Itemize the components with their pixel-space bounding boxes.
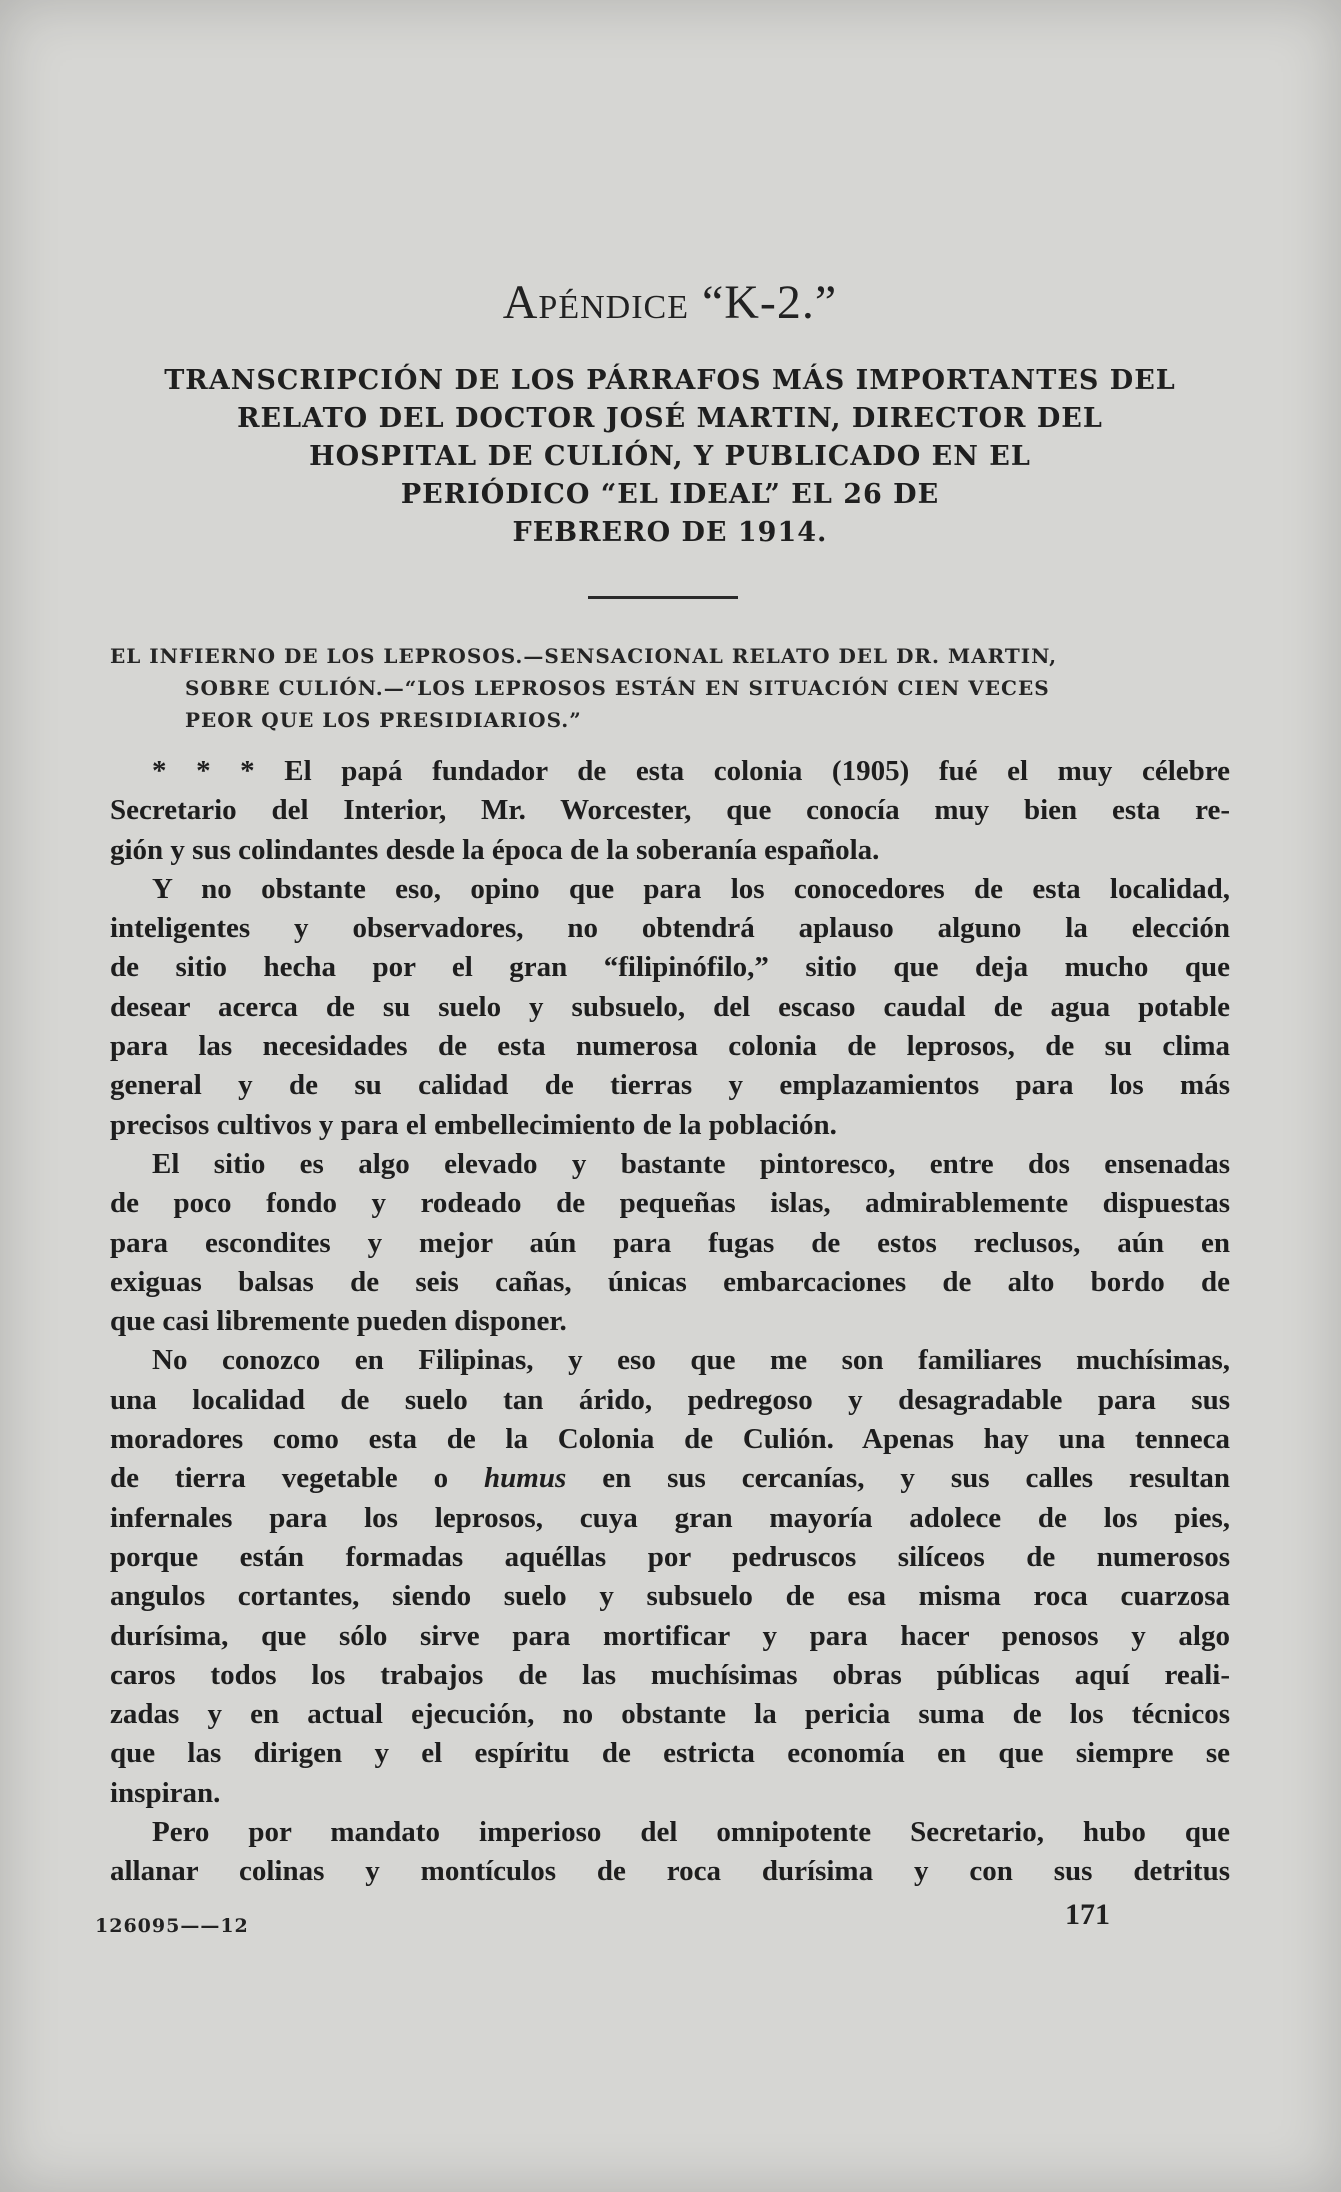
body-line: que casi libremente pueden disponer. — [110, 1305, 567, 1338]
body-line-start: de tierra vegetable o — [110, 1462, 449, 1495]
body-line: zadas y en actual ejecución, no obstante la pericia suma de los técnicos — [110, 1698, 1230, 1731]
article-subheading — [110, 640, 1230, 736]
heading-line: FEBRERO DE 1914. — [512, 517, 828, 548]
body-line: * * * El papá fundador de esta colonia (1905) fué el muy célebre — [152, 755, 1230, 787]
body-line: infernales para los leprosos, cuya gran mayoría adolece de los pies, — [110, 1501, 1230, 1534]
subheading-line: EL INFIERNO DE LOS LEPROSOS.—SENSACIONAL RELATO DEL DR. MARTIN, — [110, 644, 1058, 668]
body-line: allanar colinas y montículos de roca durísima y con sus detritus — [110, 1855, 1230, 1888]
body-line: de sitio hecha por el gran “filipinófilo,” sitio que deja mucho que — [110, 951, 1230, 984]
subheading-line: SOBRE CULIÓN.—“LOS LEPROSOS ESTÁN EN SITUACIÓN CIEN VECES — [185, 676, 1050, 700]
body-line: una localidad de suelo tan árido, pedregoso y desagradable para sus — [110, 1383, 1230, 1416]
body-line: que las dirigen y el espíritu de estricta economía en que siempre se — [110, 1737, 1230, 1770]
body-line: No conozco en Filipinas, y eso que me son familiares muchísimas, — [152, 1344, 1230, 1377]
body-line: para las necesidades de esta numerosa colonia de leprosos, de su clima — [110, 1030, 1230, 1063]
body-line: para escondites y mejor aún para fugas de estos reclusos, aún en — [110, 1226, 1230, 1259]
body-line: caros todos los trabajos de las muchísimas obras públicas aquí reali- — [110, 1658, 1230, 1691]
section-divider — [588, 596, 738, 599]
body-line: angulos cortantes, siendo suelo y subsuelo de esa misma roca cuarzosa — [110, 1580, 1230, 1613]
body-line: Y no obstante eso, opino que para los conocedores de esta localidad, — [152, 872, 1230, 905]
body-line: de poco fondo y rodeado de pequeñas islas, admirablemente dispuestas — [110, 1187, 1230, 1220]
body-line: durísima, que sólo sirve para mortificar y para hacer penosos y algo — [110, 1619, 1230, 1652]
subheading-line: PEOR QUE LOS PRESIDIARIOS.” — [185, 708, 582, 732]
page-number: 171 — [1065, 1898, 1110, 1931]
body-line: moradores como esta de la Colonia de Culión. Apenas hay una tenneca — [110, 1423, 1230, 1456]
body-line: desear acerca de su suelo y subsuelo, del escaso caudal de agua potable — [110, 990, 1230, 1023]
body-line: El sitio es algo elevado y bastante pintoresco, entre dos ensenadas — [152, 1147, 1230, 1180]
heading-line: PERIÓDICO “EL IDEAL” EL 26 DE — [400, 479, 940, 510]
body-line — [110, 1459, 1230, 1498]
body-line-end: en sus cercanías, y sus calles resultan — [602, 1462, 1231, 1495]
body-line: Secretario del Interior, Mr. Worcester, que conocía muy bien esta re- — [110, 794, 1230, 827]
article-body — [110, 752, 1230, 1892]
heading-line: RELATO DEL DOCTOR JOSÉ MARTIN, DIRECTOR DEL — [237, 403, 1103, 434]
body-line: precisos cultivos y para el embellecimiento de la población. — [110, 1108, 837, 1141]
body-line: inspiran. — [110, 1776, 221, 1809]
body-line: gión y sus colindantes desde la época de la soberanía española. — [110, 833, 880, 866]
body-line: exiguas balsas de seis cañas, únicas embarcaciones de alto bordo de — [110, 1265, 1230, 1298]
document-heading — [110, 362, 1230, 552]
body-line: inteligentes y observadores, no obtendrá aplauso alguno la elección — [110, 912, 1230, 945]
body-line: Pero por mandato imperioso del omnipotente Secretario, hubo que — [152, 1816, 1230, 1849]
italic-word: humus — [484, 1462, 567, 1495]
heading-line: TRANSCRIPCIÓN DE LOS PÁRRAFOS MÁS IMPORTANTES DEL — [164, 365, 1176, 396]
footer-print-code: 126095——12 — [95, 1915, 249, 1937]
heading-line: HOSPITAL DE CULIÓN, Y PUBLICADO EN EL — [309, 441, 1031, 472]
appendix-title: Apéndice “K-2.” — [502, 276, 838, 329]
body-line: general y de su calidad de tierras y emplazamientos para los más — [110, 1069, 1230, 1102]
body-line: porque están formadas aquéllas por pedruscos silíceos de numerosos — [110, 1540, 1230, 1573]
